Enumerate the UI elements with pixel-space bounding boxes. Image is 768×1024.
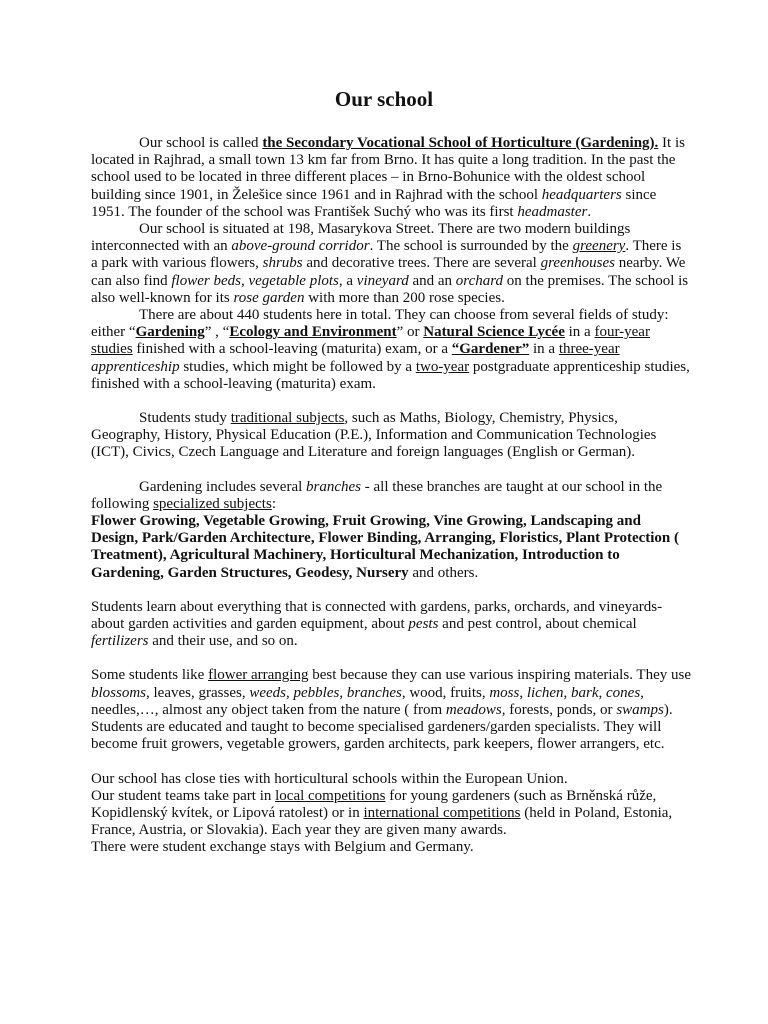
italic-term: orchard xyxy=(455,272,504,289)
paragraph xyxy=(91,599,691,651)
bold-text: the Secondary Vocational School of Horticulture (Gardening). xyxy=(262,135,659,151)
text-run: , wood, fruits, xyxy=(401,684,490,701)
underlined-text: three-year xyxy=(558,341,620,358)
paragraph xyxy=(91,410,691,462)
italic-term: moss xyxy=(489,684,520,701)
bold-text: Flower Growing, Vegetable Growing, Fruit Growing, Vine Growing, Landscaping and Design, Park/Garden Architecture, Flower Binding, Arranging, Floristics, Plant Protection ( Treatment), Agricultural Machinery, Horticultural Mechanization, Introduction to Gardening, Garden Structures, Geodesy, Nursery xyxy=(91,513,680,581)
text-run: Our school has close ties with horticultural schools within the European Union. xyxy=(91,770,568,787)
text-run: in a xyxy=(529,341,559,358)
italic-term: above-ground corridor xyxy=(231,238,370,255)
text-run: Students are educated and taught to become specialised gardeners/garden specialists. They will become fruit growers, vegetable growers, garden architects, park keepers, flower arrangers, etc. xyxy=(91,719,665,753)
bold-text: Natural Science Lycée xyxy=(423,324,565,341)
text-run: (held in Poland, Estonia, France, Austria, or Slovakia). Each year they are given many awards. xyxy=(91,804,673,839)
document-body xyxy=(91,135,691,857)
italic-term: greenhouses xyxy=(540,255,615,272)
italic-term: apprenticeship xyxy=(91,358,180,375)
text-run: . There is a park with various flowers, xyxy=(91,238,682,272)
paragraph xyxy=(91,719,691,753)
text-run: It is located in Rajhrad, a small town 13 km far from Brno. It has quite a long tradition. In the past the school used to be located in three different places – in Brno-Bohunice with the oldest school building since 1901, in Želešice since 1961 and in Rajhrad with the school xyxy=(91,135,685,203)
text-run: : xyxy=(271,495,276,512)
paragraph xyxy=(91,513,691,582)
text-run: and pest control, about chemical xyxy=(438,616,637,633)
italic-term: flower beds xyxy=(171,272,241,289)
italic-term: cones xyxy=(606,684,641,701)
text-run: - all these branches are taught at our school in the following xyxy=(91,478,663,512)
underlined-text: traditional subjects xyxy=(230,410,345,427)
paragraph xyxy=(91,307,691,393)
paragraph xyxy=(91,135,691,221)
paragraph xyxy=(91,221,691,307)
page-title: Our school xyxy=(334,87,434,111)
text-run: since 1951. The founder of the school was František Suchý who was its first xyxy=(91,186,657,220)
text-run: , xyxy=(240,272,249,289)
underlined-text: four-year studies xyxy=(91,324,650,358)
italic-term: branches xyxy=(306,478,362,495)
italic-term: bark xyxy=(571,684,599,701)
text-run: studies, which might be followed by a xyxy=(179,358,416,375)
italic-term: meadows xyxy=(445,701,502,718)
paragraph xyxy=(91,839,691,856)
text-run: nearby. We can also find xyxy=(91,255,686,289)
text-run: , a xyxy=(338,272,357,289)
paragraph xyxy=(91,771,691,788)
text-run: , needles,…, almost any object taken from the nature ( from xyxy=(91,684,644,718)
text-run: , such as Maths, Biology, Chemistry, Physics, Geography, History, Physical Education (P.E.), Information and Communication Technologies (ICT), Civics, Czech Language and Literature and foreign languages (English or German). xyxy=(91,410,657,461)
underlined-text: flower arranging xyxy=(208,667,309,684)
text-run: Our school is situated at 198, Masarykova Street. There are two modern buildings interconnected with an xyxy=(91,221,631,255)
text-run: in a xyxy=(564,324,595,341)
underlined-text: two-year xyxy=(415,358,470,375)
italic-term: lichen xyxy=(526,684,564,701)
text-run: , xyxy=(598,684,606,701)
text-run: . xyxy=(587,203,592,220)
text-run: , leaves, grasses, xyxy=(146,684,250,701)
italic-term: branches xyxy=(346,684,402,701)
text-run: ” , “ xyxy=(204,324,230,341)
paragraph xyxy=(91,667,691,719)
text-run: Our school is called xyxy=(139,135,263,151)
text-run: and decorative trees. There are several xyxy=(302,255,541,272)
italic-term: greenery xyxy=(572,238,626,255)
italic-term: rose garden xyxy=(233,289,305,306)
text-run: on the premises. The school is also well-known for its xyxy=(91,272,689,306)
text-run: , xyxy=(519,684,527,701)
text-run: ). xyxy=(663,701,673,718)
paragraph xyxy=(91,788,691,840)
italic-term: pebbles xyxy=(293,684,340,701)
text-run: and an xyxy=(408,272,456,289)
paragraph xyxy=(91,479,691,513)
text-run: Our student teams take part in xyxy=(91,787,276,804)
text-run: with more than 200 rose species. xyxy=(304,289,505,306)
text-run: Gardening includes several xyxy=(139,478,307,495)
bold-text: “Gardener” xyxy=(451,341,530,358)
text-run: , xyxy=(339,684,347,701)
italic-term: shrubs xyxy=(262,255,303,272)
text-run: Students study xyxy=(139,410,231,427)
italic-term: weeds xyxy=(249,684,286,701)
text-run: Students learn about everything that is connected with gardens, parks, orchards, and vineyards- about garden activities and garden equipment, about xyxy=(91,598,663,633)
italic-term: fertilizers xyxy=(91,633,149,650)
text-run: postgraduate apprenticeship studies, finished with a school-leaving (maturita) exam. xyxy=(91,358,690,392)
text-run: There are about 440 students here in total. They can choose from several fields of study: either “ xyxy=(91,307,669,341)
italic-term: pests xyxy=(408,616,439,633)
text-run: best because they can use various inspiring materials. They use xyxy=(308,667,691,684)
text-run: and others. xyxy=(408,564,479,581)
italic-term: vegetable plots xyxy=(248,272,339,289)
italic-term: headquarters xyxy=(541,186,622,203)
text-run: Some students like xyxy=(91,667,209,684)
bold-text: Ecology and Environment xyxy=(229,324,397,341)
text-run: and their use, and so on. xyxy=(148,633,298,650)
underlined-text: specialized subjects xyxy=(153,495,272,512)
text-run: , xyxy=(563,684,571,701)
text-run: finished with a school-leaving (maturita) exam, or a xyxy=(132,341,452,358)
text-run: . The school is surrounded by the xyxy=(369,238,573,255)
text-run: ” or xyxy=(396,324,424,341)
underlined-text: international competitions xyxy=(363,804,521,821)
text-run: , forests, ponds, or xyxy=(501,701,617,718)
text-run: There were student exchange stays with Belgium and Germany. xyxy=(91,839,474,856)
underlined-text: local competitions xyxy=(275,787,386,804)
italic-term: blossoms xyxy=(91,684,147,701)
text-run: , xyxy=(286,684,294,701)
bold-text: Gardening xyxy=(135,324,205,341)
italic-term: headmaster xyxy=(517,203,588,220)
text-run: for young gardeners (such as Brněnská růže, Kopidlenský kvítek, or Lipová ratolest) or in xyxy=(91,787,657,821)
italic-term: swamps xyxy=(616,701,664,718)
italic-term: vineyard xyxy=(356,272,409,289)
